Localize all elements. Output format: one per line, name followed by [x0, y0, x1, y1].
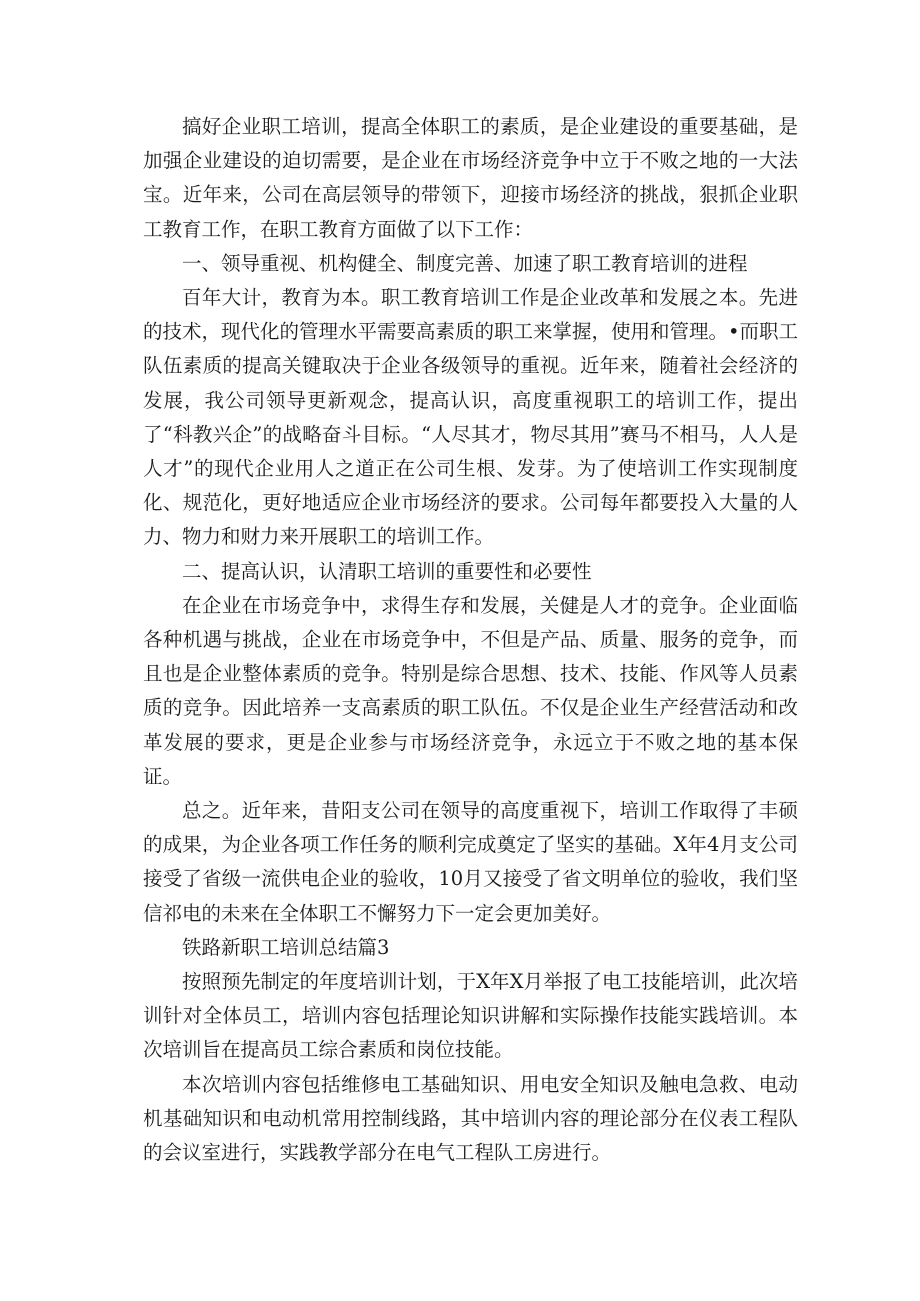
section-heading-1: 一、领导重视、机构健全、制度完善、加速了职工教育培训的进程 [182, 251, 748, 275]
paragraph-intro: 搞好企业职工培训，提高全体职工的素质，是企业建设的重要基础，是加强企业建设的迫切需要，是企业在市场经济竞争中立于不败之地的一大法宝。近年来，公司在高层领导的带领下，迎接市场经济的挑战，狠抓企业职工教育工作，在职工教育方面做了以下工作： [143, 115, 798, 241]
paragraph-training-content: 本次培训内容包括维修电工基础知识、用电安全知识及触电急救、电动机基础知识和电动机常用控制线路，其中培训内容的理论部分在仪表工程队的会议室进行，实践教学部分在电气工程队工房进行。 [143, 1072, 798, 1165]
article-title-3: 铁路新职工培训总结篇3 [182, 935, 390, 959]
paragraph-training-plan: 按照预先制定的年度培训计划，于X年X月举报了电工技能培训，此次培训针对全体员工，培训内容包括理论知识讲解和实际操作技能实践培训。本次培训旨在提高员工综合素质和岗位技能。 [143, 970, 798, 1062]
paragraph-conclusion: 总之。近年来，昔阳支公司在领导的高度重视下，培训工作取得了丰硕的成果，为企业各项工作任务的顺利完成奠定了坚实的基础。X年4月支公司接受了省级一流供电企业的验收，10月又接受了省文明单位的验收，我们坚信祁电的未来在全体职工不懈努力下一定会更加美好。 [143, 799, 798, 925]
paragraph-section-2: 在企业在市场竞争中，求得生存和发展，关健是人才的竞争。企业面临各种机遇与挑战，企业在市场竞争中，不但是产品、质量、服务的竞争，而且也是企业整体素质的竞争。特别是综合思想、技术、技能、作风等人员素质的竞争。因此培养一支高素质的职工队伍。不仅是企业生产经营活动和改革发展的要求，更是企业参与市场经济竞争，永远立于不败之地的基本保证。 [143, 593, 798, 788]
paragraph-section-1: 百年大计，教育为本。职工教育培训工作是企业改革和发展之本。先进的技术，现代化的管理水平需要高素质的职工来掌握，使用和管理。•而职工队伍素质的提高关键取决于企业各级领导的重视。近年来，随着社会经济的发展，我公司领导更新观念，提高认识，高度重视职工的培训工作，提出了“科教兴企”的战略奋斗目标。“人尽其才，物尽其用”赛马不相马，人人是人才”的现代企业用人之道正在公司生根、发芽。为了使培训工作实现制度化、规范化，更好地适应企业市场经济的要求。公司每年都要投入大量的人力、物力和财力来开展职工的培训工作。 [143, 286, 799, 549]
section-heading-2: 二、提高认识，认清职工培训的重要性和必要性 [182, 559, 592, 583]
document-body [143, 110, 798, 1170]
